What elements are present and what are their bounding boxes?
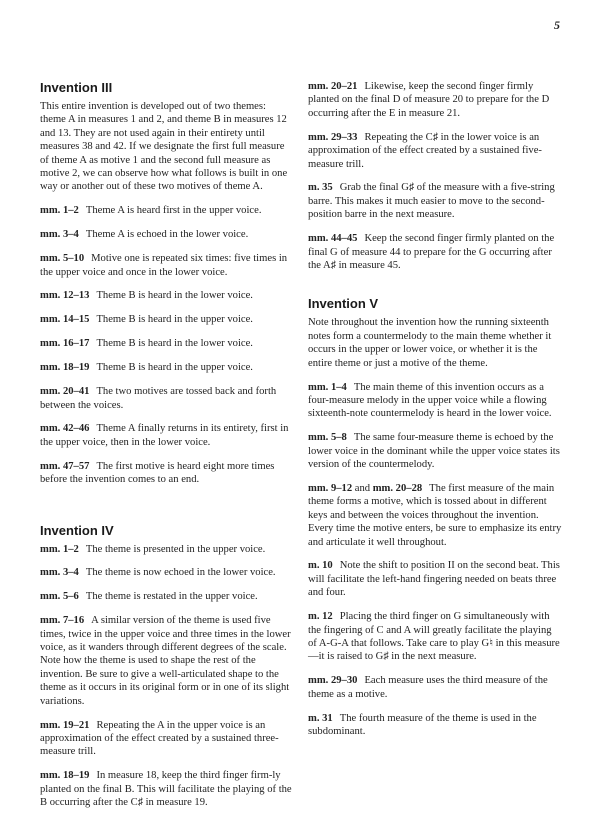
measure-note bbox=[308, 131, 562, 171]
measure-text: The two motives are tossed back and forth between the voices. bbox=[40, 386, 277, 411]
measure-label: mm. 20–28 bbox=[372, 482, 423, 494]
measure-label: mm. 7–16 bbox=[40, 615, 85, 627]
measure-label: mm. 20–41 bbox=[40, 386, 90, 398]
measure-note bbox=[308, 674, 562, 701]
measure-note bbox=[308, 232, 562, 272]
measure-label: mm. 18–19 bbox=[40, 770, 90, 782]
measure-note bbox=[308, 482, 562, 549]
measure-label: mm. 9–12 bbox=[308, 482, 353, 494]
measure-text: The first motive is heard eight more times before the invention comes to an end. bbox=[40, 460, 275, 486]
measure-text: A similar version of the theme is used five times, twice in the upper voice and three times in the lower voice, as it wanders through different degrees of the scale. Note how the theme is used to shape the rest of the invention. Be sure to give a well-articulated shape to the theme as it occurs in its original form or in one of its slight variations. bbox=[40, 615, 291, 707]
measure-text: Repeating the A in the upper voice is an approximation of the effect created by a sustained three-measure trill. bbox=[40, 719, 279, 758]
measure-text: Repeating the C♯ in the lower voice is an approximation of the effect created by a sustained five-measure trill. bbox=[308, 131, 542, 170]
section-heading: Invention III bbox=[40, 80, 113, 95]
measure-label: mm. 12–13 bbox=[40, 290, 90, 302]
right-column bbox=[308, 80, 562, 749]
page-number: 5 bbox=[554, 18, 560, 32]
measure-text: The theme is presented in the upper voice. bbox=[85, 543, 266, 555]
measure-note bbox=[308, 80, 562, 120]
measure-label: m. 10 bbox=[308, 560, 333, 572]
measure-label: mm. 16–17 bbox=[40, 338, 90, 350]
measure-note bbox=[40, 614, 294, 708]
measure-note bbox=[40, 228, 294, 241]
measure-text: Theme B is heard in the upper voice. bbox=[96, 314, 253, 326]
measure-note bbox=[40, 566, 294, 579]
measure-text: Motive one is repeated six times: five times in the upper voice and once in the lower voice. bbox=[40, 253, 288, 278]
measure-label: mm. 5–10 bbox=[40, 253, 85, 265]
measure-text: Grab the final G♯ of the measure with a five-string barre. This makes it much easier to move to the second-position barre in the next measure. bbox=[308, 182, 555, 221]
section-intro: This entire invention is developed out of two themes: theme A in measures 1 and 2, and theme B in measures 12 and 13. They are not used again in their entirety until measures 38 and 42. If we designate the first full measure of theme A as motive 1 and the second full measure as motive 2, we can observe how what follows is built in one way or another out of these two motives of theme A. bbox=[40, 101, 288, 193]
measure-note bbox=[40, 590, 294, 603]
measure-note bbox=[308, 181, 562, 221]
measure-note bbox=[40, 769, 294, 809]
measure-note bbox=[40, 719, 294, 759]
measure-text: The first measure of the main theme forms a motive, which is tossed about in different keys and between the voices throughout the invention. Every time the motive enters, be sure to emphasize its entry and articulate it well throughout. bbox=[308, 482, 562, 548]
measure-text: Note the shift to position II on the second beat. This will facilitate the left-hand fingering needed on beats three and four. bbox=[308, 560, 560, 599]
measure-text: Theme A is heard first in the upper voice. bbox=[85, 205, 262, 217]
measure-text: Placing the third finger on G simultaneously with the fingering of C and A will greatly facilitate the playing of A-G-A that follows. Take care to play G♮ in this measure—it is raised to G♯ in the next measure. bbox=[308, 611, 560, 663]
measure-text: Theme B is heard in the lower voice. bbox=[96, 290, 253, 302]
measure-text: The theme is restated in the upper voice. bbox=[85, 591, 258, 603]
section-heading: Invention IV bbox=[40, 522, 114, 538]
measure-note bbox=[308, 431, 562, 471]
section-heading: Invention V bbox=[308, 296, 379, 312]
measure-text: The fourth measure of the theme is used in the subdominant. bbox=[308, 712, 537, 738]
measure-note bbox=[40, 204, 294, 217]
measure-note bbox=[40, 337, 294, 350]
measure-text: Theme B is heard in the upper voice. bbox=[96, 362, 253, 374]
measure-text: Theme A finally returns in its entirety, first in the upper voice, then in the lower voice. bbox=[40, 423, 289, 448]
measure-text: The main theme of this invention occurs as a four-measure melody in the upper voice while a flowing sixteenth-note countermelody is heard in the lower voice. bbox=[308, 381, 552, 420]
measure-label: mm. 1–2 bbox=[40, 543, 79, 555]
measure-label: m. 31 bbox=[308, 712, 333, 724]
measure-label: m. 35 bbox=[308, 182, 333, 194]
measure-note bbox=[40, 361, 294, 374]
measure-note bbox=[40, 252, 294, 279]
section-intro: Note throughout the invention how the running sixteenth notes form a countermelody to the main theme whether it occurs in the upper or lower voice, or whether it is the entire theme or just a motive of the theme. bbox=[308, 317, 552, 369]
measure-label: mm. 20–21 bbox=[308, 81, 358, 92]
measure-text: In measure 18, keep the third finger firm-ly planted on the final B. This will facilitate the playing of the B occurring after the C♯ in measure 19. bbox=[40, 770, 292, 809]
measure-text: The same four-measure theme is echoed by the lower voice in the dominant while the upper voice states its version of the countermelody. bbox=[308, 432, 560, 471]
measure-label: mm. 5–6 bbox=[40, 591, 79, 603]
measure-label: mm. 3–4 bbox=[40, 229, 79, 241]
measure-note bbox=[40, 313, 294, 326]
measure-note bbox=[40, 543, 294, 556]
measure-note bbox=[40, 385, 294, 412]
measure-text: Theme B is heard in the lower voice. bbox=[96, 338, 253, 350]
measure-text: Likewise, keep the second finger firmly planted on the final D of measure 20 to prepare for the D occurring after the E in measure 21. bbox=[308, 81, 550, 119]
measure-text: The theme is now echoed in the lower voice. bbox=[85, 567, 276, 579]
measure-label: mm. 44–45 bbox=[308, 233, 358, 245]
measure-label: mm. 18–19 bbox=[40, 362, 90, 374]
measure-label: m. 12 bbox=[308, 611, 333, 623]
measure-note bbox=[308, 559, 562, 599]
measure-note bbox=[308, 610, 562, 664]
measure-text: Keep the second finger firmly planted on the final G of measure 44 to prepare for the G occurring after the A♯ in measure 45. bbox=[308, 233, 555, 271]
measure-text: Each measure uses the third measure of the theme as a motive. bbox=[308, 675, 548, 700]
measure-label: mm. 1–2 bbox=[40, 205, 79, 217]
measure-label: mm. 3–4 bbox=[40, 567, 79, 579]
measure-label: mm. 42–46 bbox=[40, 423, 90, 435]
measure-note bbox=[308, 381, 562, 421]
measure-label: mm. 5–8 bbox=[308, 432, 347, 444]
measure-label: mm. 47–57 bbox=[40, 460, 90, 472]
measure-text: Theme A is echoed in the lower voice. bbox=[85, 229, 249, 241]
left-column bbox=[40, 80, 294, 820]
measure-note bbox=[40, 460, 294, 487]
measure-label: mm. 19–21 bbox=[40, 719, 90, 731]
label-conjunction: and bbox=[352, 482, 373, 494]
measure-note bbox=[40, 289, 294, 302]
measure-note bbox=[308, 712, 562, 739]
measure-label: mm. 1–4 bbox=[308, 381, 347, 393]
measure-label: mm. 14–15 bbox=[40, 314, 90, 326]
measure-note bbox=[40, 422, 294, 449]
measure-label: mm. 29–33 bbox=[308, 131, 358, 143]
measure-label: mm. 29–30 bbox=[308, 675, 358, 687]
